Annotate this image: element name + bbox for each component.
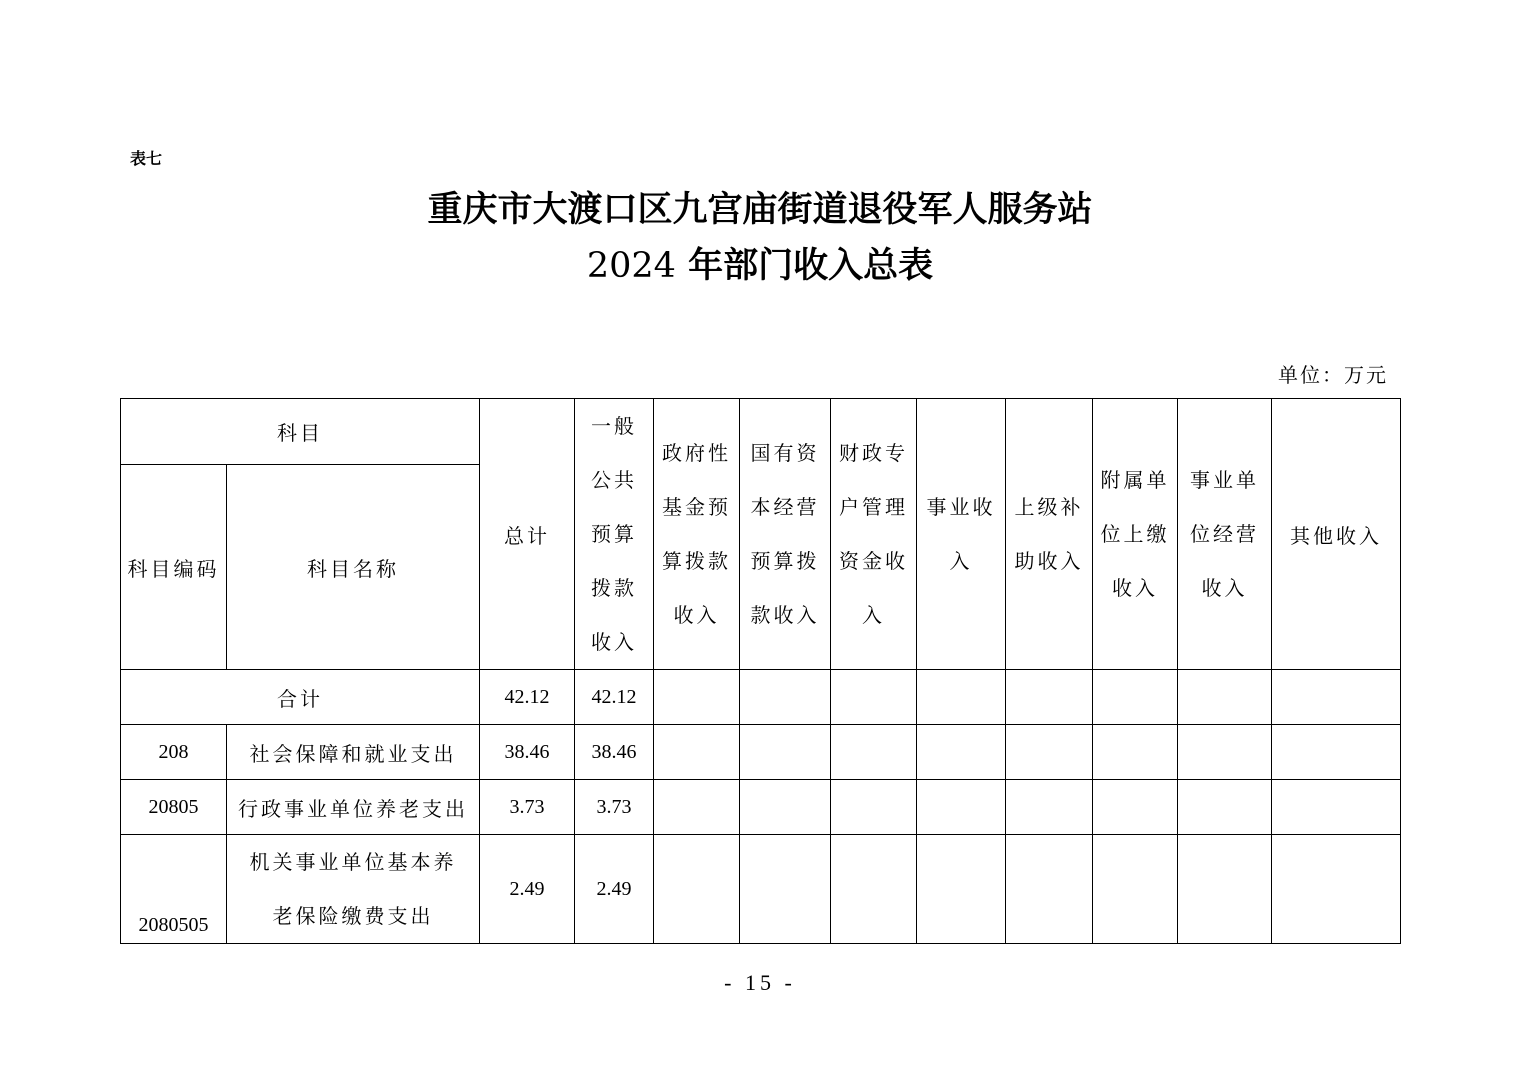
- empty-cell: [831, 725, 917, 780]
- empty-cell: [654, 725, 740, 780]
- empty-cell: [917, 670, 1006, 725]
- total-general: 42.12: [575, 670, 654, 725]
- header-affiliated-units: 附属单 位上缴 收入: [1093, 399, 1178, 670]
- empty-cell: [1006, 835, 1093, 944]
- page-number: - 15 -: [724, 970, 796, 995]
- empty-cell: [831, 835, 917, 944]
- table-row: [121, 835, 1401, 944]
- row-name: 机关事业单位基本养 老保险缴费支出: [227, 835, 480, 944]
- row-total: 3.73: [480, 780, 575, 835]
- title-year: 2024: [586, 246, 676, 286]
- row-general: 2.49: [575, 835, 654, 944]
- row-total: 38.46: [480, 725, 575, 780]
- empty-cell: [917, 725, 1006, 780]
- income-table: [120, 398, 1401, 944]
- header-subject-name: 科目名称: [227, 465, 480, 670]
- header-subject: 科目: [121, 399, 480, 465]
- empty-cell: [740, 780, 831, 835]
- empty-cell: [1178, 780, 1272, 835]
- title-rest: 年部门收入总表: [688, 245, 934, 286]
- empty-cell: [740, 725, 831, 780]
- header-other-income: 其他收入: [1272, 399, 1401, 670]
- page-title-line1: 重庆市大渡口区九宫庙街道退役军人服务站: [427, 189, 1093, 230]
- header-gov-fund: 政府性 基金预 算拨款 收入: [654, 399, 740, 670]
- empty-cell: [1272, 725, 1401, 780]
- empty-cell: [917, 780, 1006, 835]
- empty-cell: [1093, 670, 1178, 725]
- row-code: 2080505: [121, 835, 227, 944]
- empty-cell: [831, 670, 917, 725]
- empty-cell: [917, 835, 1006, 944]
- header-general-budget: 一般 公共 预算 拨款 收入: [575, 399, 654, 670]
- header-superior-subsidy: 上级补 助收入: [1006, 399, 1093, 670]
- empty-cell: [1178, 670, 1272, 725]
- row-name: 行政事业单位养老支出: [227, 780, 480, 835]
- header-business-income: 事业收 入: [917, 399, 1006, 670]
- empty-cell: [1272, 670, 1401, 725]
- table-row: [121, 780, 1401, 835]
- empty-cell: [1006, 780, 1093, 835]
- empty-cell: [654, 780, 740, 835]
- empty-cell: [1093, 780, 1178, 835]
- empty-cell: [1093, 835, 1178, 944]
- total-total: 42.12: [480, 670, 575, 725]
- table-row: [121, 725, 1401, 780]
- row-general: 3.73: [575, 780, 654, 835]
- row-general: 38.46: [575, 725, 654, 780]
- empty-cell: [1272, 835, 1401, 944]
- unit-label: 单位：万元: [1278, 363, 1388, 387]
- row-total: 2.49: [480, 835, 575, 944]
- empty-cell: [1093, 725, 1178, 780]
- table-label: 表七: [130, 149, 163, 168]
- total-label: 合计: [121, 670, 480, 725]
- header-business-operation: 事业单 位经营 收入: [1178, 399, 1272, 670]
- empty-cell: [740, 835, 831, 944]
- row-code: 20805: [121, 780, 227, 835]
- empty-cell: [1178, 725, 1272, 780]
- empty-cell: [1006, 725, 1093, 780]
- header-subject-code: 科目编码: [121, 465, 227, 670]
- row-code: 208: [121, 725, 227, 780]
- header-fiscal-account: 财政专 户管理 资金收 入: [831, 399, 917, 670]
- empty-cell: [1272, 780, 1401, 835]
- page-title-line2: [0, 245, 1520, 286]
- empty-cell: [654, 670, 740, 725]
- empty-cell: [831, 780, 917, 835]
- empty-cell: [1006, 670, 1093, 725]
- empty-cell: [1178, 835, 1272, 944]
- empty-cell: [654, 835, 740, 944]
- row-name: 社会保障和就业支出: [227, 725, 480, 780]
- empty-cell: [740, 670, 831, 725]
- total-row: [121, 670, 1401, 725]
- header-total: 总计: [480, 399, 575, 670]
- header-state-capital: 国有资 本经营 预算拨 款收入: [740, 399, 831, 670]
